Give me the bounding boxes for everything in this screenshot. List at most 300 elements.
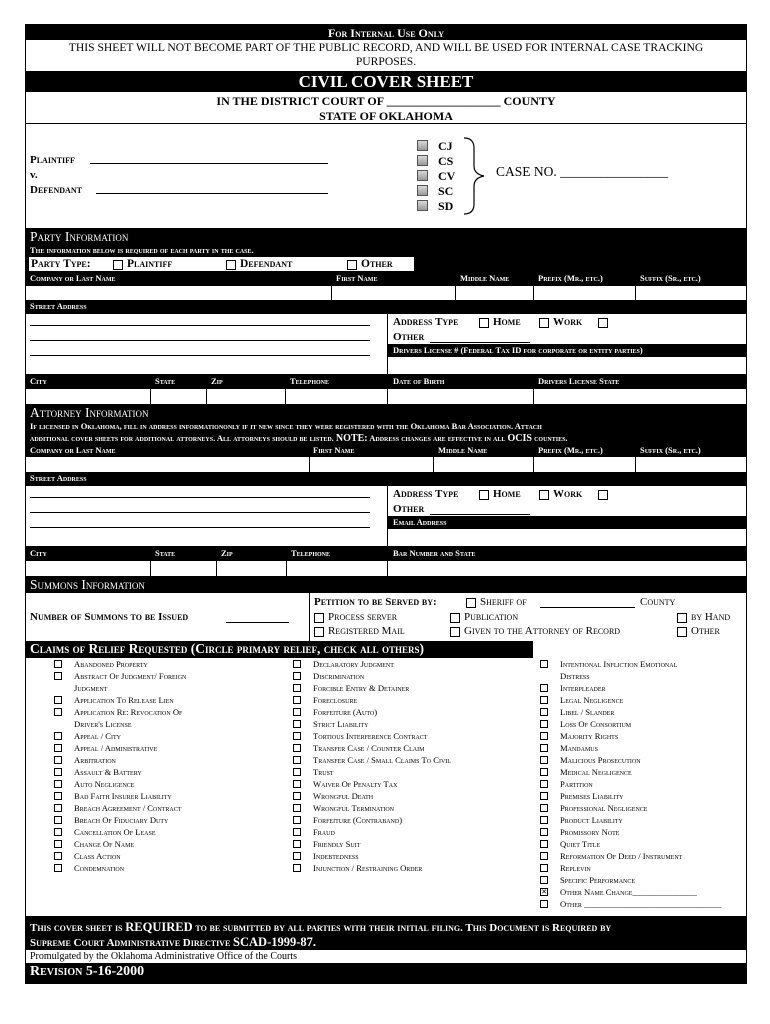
claim-checkbox[interactable]: [540, 684, 548, 692]
divider: [387, 561, 388, 576]
claim-item[interactable]: [540, 862, 722, 874]
claim-checkbox[interactable]: [54, 744, 62, 752]
claim-label: Friendly Suit: [313, 839, 361, 849]
claims-title: Claims of Relief Requested (Circle primary relief, check all others): [30, 641, 424, 656]
claim-checkbox[interactable]: [54, 864, 62, 872]
defendant-checkbox[interactable]: [226, 260, 236, 270]
claim-item[interactable]: [54, 826, 186, 838]
sheriff-county-field[interactable]: [540, 607, 635, 608]
claim-item[interactable]: [54, 742, 186, 754]
claim-label: Distress: [560, 671, 590, 681]
claim-label: Mandamus: [560, 743, 598, 753]
checked-checkbox[interactable]: ✕: [541, 888, 547, 896]
claim-label: Loss Of Consortium: [560, 719, 632, 729]
required-text-2: REQUIRED: [125, 920, 193, 934]
claim-checkbox[interactable]: [54, 852, 62, 860]
claim-label: Malicious Prosecution: [560, 755, 641, 765]
claim-item[interactable]: [293, 826, 451, 838]
other-checkbox[interactable]: [347, 260, 357, 270]
claim-checkbox[interactable]: [293, 732, 301, 740]
divider: [150, 561, 151, 576]
claim-item[interactable]: [540, 706, 722, 718]
claim-label: Product Liability: [560, 815, 623, 825]
claim-checkbox[interactable]: [54, 792, 62, 800]
claim-checkbox[interactable]: [54, 732, 62, 740]
party-name-header: [25, 271, 747, 286]
att-company-label: Company or Last Name: [30, 445, 116, 455]
dob-label: Date of Birth: [393, 376, 445, 386]
other-address-checkbox[interactable]: [598, 318, 608, 328]
claim-item[interactable]: [293, 742, 451, 754]
page-title: CIVIL COVER SHEET: [298, 72, 474, 91]
plaintiff-label: Plaintiff: [30, 154, 75, 166]
claim-label: Medical Negligence: [560, 767, 632, 777]
revision-label: Revision 5-16-2000: [30, 964, 145, 979]
claim-item[interactable]: [293, 790, 451, 802]
att-street-field-2[interactable]: [30, 512, 370, 513]
defendant-field[interactable]: [96, 193, 328, 194]
claim-label: Other ________________________________: [560, 899, 722, 909]
registered-mail-checkbox[interactable]: [314, 627, 324, 637]
directive-text-2: SCAD-1999-87.: [233, 935, 317, 949]
claim-label: Specific Performance: [560, 875, 636, 885]
attorney-note-2e: counties.: [534, 433, 568, 443]
claim-item[interactable]: [54, 790, 186, 802]
claim-checkbox[interactable]: [540, 840, 548, 848]
promulgated-line: Promulgated by the Oklahoma Administrative Office of the Courts: [30, 951, 297, 962]
process-server-label: Process server: [328, 611, 398, 623]
claim-item[interactable]: [293, 670, 451, 682]
claim-checkbox[interactable]: [293, 852, 301, 860]
claim-checkbox[interactable]: [540, 876, 548, 884]
claim-item[interactable]: [293, 850, 451, 862]
claim-item[interactable]: [540, 778, 722, 790]
claim-item[interactable]: [293, 682, 451, 694]
cs-checkbox[interactable]: [417, 155, 428, 166]
claim-item[interactable]: [54, 778, 186, 790]
directive-text-1: Supreme Court Administrative Directive: [30, 937, 231, 949]
claim-checkbox[interactable]: [54, 696, 62, 704]
address-type-label: Address Type: [393, 316, 459, 328]
claim-item[interactable]: [54, 814, 186, 826]
telephone-label: Telephone: [290, 376, 330, 386]
claim-checkbox[interactable]: [540, 768, 548, 776]
claim-checkbox[interactable]: [293, 660, 301, 668]
claim-checkbox[interactable]: [540, 756, 548, 764]
claim-label: Appeal / City: [74, 731, 121, 741]
sheriff-label: Sheriff of: [480, 596, 527, 608]
dl-state-label: Drivers License State: [538, 376, 620, 386]
claim-item[interactable]: [54, 838, 186, 850]
given-attorney-checkbox[interactable]: [450, 627, 460, 637]
claim-item[interactable]: [540, 670, 722, 682]
att-other-field[interactable]: [430, 514, 530, 515]
att-street-field-1[interactable]: [30, 497, 370, 498]
claim-checkbox[interactable]: [54, 804, 62, 812]
claim-checkbox[interactable]: [54, 780, 62, 788]
claim-item[interactable]: [540, 658, 722, 670]
claim-label: Premises Liability: [560, 791, 624, 801]
claims-column-2: [293, 658, 451, 874]
plaintiff-checkbox[interactable]: [113, 260, 123, 270]
prefix-label: Prefix (Mr., etc.): [538, 273, 603, 283]
claim-label: Other Name Change_______________: [560, 887, 697, 897]
claim-checkbox[interactable]: [540, 720, 548, 728]
internal-use-bar: [25, 24, 747, 40]
claim-label: Transfer Case / Counter Claim: [313, 743, 425, 753]
claim-item[interactable]: [293, 718, 451, 730]
claim-label: Forcible Entry & Detainer: [313, 683, 410, 693]
divider: [387, 486, 388, 546]
att-middle-name-label: Middle Name: [438, 445, 488, 455]
att-home-label: Home: [493, 488, 521, 500]
claim-item[interactable]: [293, 694, 451, 706]
divider: [533, 286, 534, 300]
claims-column-1: [54, 658, 186, 874]
claim-item[interactable]: [54, 718, 186, 730]
claim-item[interactable]: [54, 766, 186, 778]
cv-checkbox[interactable]: [417, 170, 428, 181]
summons-other-label: Other: [691, 625, 720, 637]
suffix-label: Suffix (Sr., etc.): [640, 273, 701, 283]
other-option: Other: [361, 258, 393, 270]
claim-checkbox[interactable]: [540, 828, 548, 836]
directive-line: [30, 935, 316, 950]
claim-label: Appeal / Administrative: [74, 743, 158, 753]
claim-checkbox[interactable]: [54, 672, 62, 680]
attorney-note-2b: NOTE:: [335, 433, 368, 444]
claim-checkbox[interactable]: [540, 864, 548, 872]
claim-item[interactable]: [54, 670, 186, 682]
party-note: The information below is required of each party in the case.: [30, 245, 254, 255]
sd-label: SD: [438, 199, 454, 213]
claim-item[interactable]: [54, 754, 186, 766]
claim-item[interactable]: [540, 814, 722, 826]
att-first-name-label: First Name: [313, 445, 355, 455]
att-work-checkbox[interactable]: [539, 490, 549, 500]
claim-label: Foreclosure: [313, 695, 358, 705]
claim-checkbox[interactable]: [54, 840, 62, 848]
required-text-3: to be submitted by all parties with their initial filing. This Document is Required by: [195, 922, 612, 934]
claim-checkbox[interactable]: [293, 696, 301, 704]
claim-checkbox[interactable]: [293, 744, 301, 752]
sc-checkbox[interactable]: [417, 185, 428, 196]
claim-label: Libel / Slander: [560, 707, 615, 717]
by-hand-label: by Hand: [691, 611, 731, 623]
claim-label: Transfer Case / Small Claims To Civil: [313, 755, 451, 765]
claim-checkbox[interactable]: [293, 828, 301, 836]
claim-checkbox[interactable]: [540, 816, 548, 824]
claim-label: Driver's License: [74, 719, 132, 729]
claim-label: Quiet Title: [560, 839, 601, 849]
divider: [533, 389, 534, 404]
summons-number-label: Number of Summons to be Issued: [30, 611, 189, 623]
claim-checkbox[interactable]: [293, 780, 301, 788]
claim-item[interactable]: [293, 862, 451, 874]
divider: [433, 457, 434, 472]
divider: [635, 457, 636, 472]
claim-item[interactable]: [540, 850, 722, 862]
claim-item[interactable]: [293, 706, 451, 718]
claim-item[interactable]: [54, 862, 186, 874]
claims-column-3: [540, 658, 722, 910]
claim-item[interactable]: [54, 802, 186, 814]
claim-label: Legal Negligence: [560, 695, 624, 705]
claim-label: Judgment: [74, 683, 108, 693]
required-text-1: This cover sheet is: [30, 922, 123, 934]
claim-checkbox[interactable]: [293, 816, 301, 824]
claim-item[interactable]: [54, 694, 186, 706]
claim-checkbox[interactable]: [293, 684, 301, 692]
claim-checkbox[interactable]: [293, 756, 301, 764]
att-suffix-label: Suffix (Sr., etc.): [640, 445, 701, 455]
claim-label: Reformation Of Deed / Instrument: [560, 851, 683, 861]
claim-item[interactable]: [540, 826, 722, 838]
divider: [206, 389, 207, 404]
divider: [25, 123, 747, 124]
claim-item[interactable]: [540, 730, 722, 742]
company-label: Company or Last Name: [30, 273, 116, 283]
claim-label: Breach Agreement / Contract: [74, 803, 182, 813]
bar-number-label: Bar Number and State: [393, 548, 476, 558]
court-line: IN THE DISTRICT COURT OF ___________________ COUNTY: [216, 94, 556, 108]
claim-item[interactable]: [540, 790, 722, 802]
claim-checkbox[interactable]: [293, 804, 301, 812]
attorney-note-2d: OCIS: [507, 433, 532, 444]
claim-item[interactable]: [540, 694, 722, 706]
claim-label: Wrongful Termination: [313, 803, 395, 813]
claim-label: Change Of Name: [74, 839, 135, 849]
att-other-label: Other: [393, 503, 425, 515]
divider: [387, 389, 388, 404]
claim-label: Forfeiture (Contraband): [313, 815, 403, 825]
claim-checkbox[interactable]: [293, 708, 301, 716]
att-work-label: Work: [553, 488, 583, 500]
street-header: [25, 300, 747, 314]
claim-checkbox[interactable]: [54, 756, 62, 764]
claim-checkbox[interactable]: [293, 720, 301, 728]
claim-label: Promissory Note: [560, 827, 620, 837]
claim-label: Cancellation Of Lease: [74, 827, 156, 837]
summons-number-field[interactable]: [226, 622, 289, 623]
process-server-checkbox[interactable]: [314, 613, 324, 623]
notice-line-1: THIS SHEET WILL NOT BECOME PART OF THE PUBLIC RECORD, AND WILL BE USED FOR INTERNAL CASE TRACKING: [68, 41, 704, 54]
brace-icon: [462, 136, 490, 216]
home-label: Home: [493, 316, 521, 328]
claim-checkbox[interactable]: [540, 744, 548, 752]
claim-label: Forfeiture (Auto): [313, 707, 378, 717]
summons-title: Summons Information: [30, 577, 145, 592]
claim-checkbox[interactable]: [293, 768, 301, 776]
street-field-3[interactable]: [30, 355, 370, 356]
first-name-label: First Name: [336, 273, 378, 283]
claim-checkbox[interactable]: [540, 792, 548, 800]
claim-label: Professional Negligence: [560, 803, 648, 813]
attorney-note-2a: additional cover sheets for additional attorneys. All attorneys should be listed.: [30, 433, 334, 443]
claim-item[interactable]: [293, 730, 451, 742]
divider: [309, 457, 310, 472]
email-label: Email Address: [393, 517, 447, 527]
claim-item[interactable]: [54, 850, 186, 862]
middle-name-label: Middle Name: [460, 273, 510, 283]
notice-line-2: PURPOSES.: [355, 55, 417, 68]
claim-item[interactable]: [540, 766, 722, 778]
publication-checkbox[interactable]: [450, 613, 460, 623]
attorney-note-1: If licensed in Oklahoma, fill in address informationonly if it new since they were registered with the Oklahoma Bar Association. Attach: [30, 421, 542, 431]
work-label: Work: [553, 316, 583, 328]
claim-checkbox[interactable]: [293, 672, 301, 680]
state-line: STATE OF OKLAHOMA: [319, 109, 453, 123]
cj-checkbox[interactable]: [417, 140, 428, 151]
cj-label: CJ: [438, 139, 453, 153]
claim-label: Declaratory Judgment: [313, 659, 394, 669]
defendant-label: Defendant: [30, 184, 82, 196]
internal-use-label: For Internal Use Only: [327, 26, 445, 40]
claim-label: Condemnation: [74, 863, 125, 873]
city-header: [25, 374, 747, 389]
party-type-label: Party Type:: [31, 258, 91, 270]
zip-label: Zip: [211, 376, 223, 386]
att-home-checkbox[interactable]: [479, 490, 489, 500]
title-bar: [25, 71, 747, 92]
street-label: Street Address: [30, 301, 87, 311]
street-field-1[interactable]: [30, 325, 370, 326]
claim-label: Auto Negligence: [74, 779, 135, 789]
claim-item[interactable]: [54, 682, 186, 694]
claim-checkbox[interactable]: [54, 816, 62, 824]
claim-item[interactable]: [540, 802, 722, 814]
claim-label: Arbitration: [74, 755, 116, 765]
claim-item[interactable]: [540, 874, 722, 886]
claim-label: Breach Of Fiduciary Duty: [74, 815, 169, 825]
att-telephone-label: Telephone: [291, 548, 331, 558]
claim-item[interactable]: [54, 706, 186, 718]
claim-checkbox[interactable]: [54, 828, 62, 836]
claim-checkbox[interactable]: [540, 804, 548, 812]
claim-item[interactable]: [293, 766, 451, 778]
registered-mail-label: Registered Mail: [328, 625, 405, 637]
claim-item[interactable]: [54, 730, 186, 742]
divider: [533, 457, 534, 472]
claim-item[interactable]: [540, 838, 722, 850]
claim-item[interactable]: [293, 838, 451, 850]
dl-label: Drivers License # (Federal Tax ID for corporate or entity parties): [393, 345, 643, 355]
claim-checkbox[interactable]: [540, 852, 548, 860]
claim-label: Trust: [313, 767, 334, 777]
claim-checkbox[interactable]: [540, 660, 548, 668]
street-field-2[interactable]: [30, 340, 370, 341]
claim-item[interactable]: [540, 682, 722, 694]
defendant-option: Defendant: [240, 258, 293, 270]
party-title: Party Information: [30, 229, 129, 244]
att-state-label: State: [155, 548, 176, 558]
att-other-address-checkbox[interactable]: [598, 490, 608, 500]
claim-label: Application Re: Revocation Of: [74, 707, 183, 717]
claim-checkbox[interactable]: [540, 732, 548, 740]
plaintiff-field[interactable]: [90, 163, 328, 164]
divider: [150, 389, 151, 404]
att-zip-label: Zip: [221, 548, 233, 558]
claim-checkbox[interactable]: [540, 780, 548, 788]
claim-checkbox[interactable]: [293, 864, 301, 872]
cv-label: CV: [438, 169, 456, 183]
home-checkbox[interactable]: [479, 318, 489, 328]
claim-item[interactable]: [293, 802, 451, 814]
claim-label: Abstract Of Judgment/ Foreign: [74, 671, 187, 681]
claim-label: Assault & Battery: [74, 767, 142, 777]
claim-label: Tortious Interference Contract: [313, 731, 428, 741]
claim-label: Strict Liability: [313, 719, 369, 729]
claim-item[interactable]: [540, 886, 722, 898]
claim-checkbox[interactable]: [293, 840, 301, 848]
att-street-label: Street Address: [30, 473, 87, 483]
by-hand-checkbox[interactable]: [677, 613, 687, 623]
att-prefix-label: Prefix (Mr., etc.): [538, 445, 603, 455]
claim-label: Fraud: [313, 827, 335, 837]
claim-item[interactable]: [540, 898, 722, 910]
claim-checkbox[interactable]: [293, 792, 301, 800]
claim-label: Intentional Infliction Emotional: [560, 659, 678, 669]
divider: [387, 314, 388, 374]
sd-checkbox[interactable]: [417, 200, 428, 211]
attorney-note-2: [30, 433, 568, 444]
claim-label: Bad Faith Insurer Liability: [74, 791, 172, 801]
work-checkbox[interactable]: [539, 318, 549, 328]
att-city-label: City: [30, 548, 47, 558]
claim-item[interactable]: [293, 754, 451, 766]
summons-other-checkbox[interactable]: [677, 627, 687, 637]
claim-checkbox[interactable]: [540, 708, 548, 716]
claim-item[interactable]: [540, 742, 722, 754]
v-label: v.: [30, 169, 38, 181]
claim-checkbox[interactable]: [54, 708, 62, 716]
sheriff-checkbox[interactable]: [466, 598, 476, 608]
cs-label: CS: [438, 154, 454, 168]
claim-checkbox[interactable]: [540, 696, 548, 704]
claim-item[interactable]: [54, 658, 186, 670]
att-street-header: [25, 472, 747, 486]
claim-checkbox[interactable]: [540, 900, 548, 908]
divider: [331, 286, 332, 300]
divider: [635, 286, 636, 300]
state-label: State: [155, 376, 176, 386]
claim-item[interactable]: [540, 754, 722, 766]
divider: [309, 593, 310, 641]
claim-item[interactable]: [293, 778, 451, 790]
city-label: City: [30, 376, 47, 386]
claim-label: Application To Release Lien: [74, 695, 174, 705]
required-line: [30, 920, 611, 935]
claim-label: Waiver Of Penalty Tax: [313, 779, 398, 789]
claim-item[interactable]: [293, 658, 451, 670]
divider: [285, 389, 286, 404]
claim-label: Interpleader: [560, 683, 606, 693]
claim-label: Injunction / Restraining Order: [313, 863, 423, 873]
attorney-note-2c: Address changes are effective in all: [369, 433, 506, 443]
claim-label: Replevin: [560, 863, 591, 873]
claim-item[interactable]: [293, 814, 451, 826]
claim-checkbox[interactable]: [54, 660, 62, 668]
att-street-field-3[interactable]: [30, 527, 370, 528]
claim-checkbox[interactable]: [54, 768, 62, 776]
att-city-header: [25, 546, 747, 561]
other-address-field[interactable]: [430, 342, 530, 343]
att-address-type-label: Address Type: [393, 488, 459, 500]
claim-item[interactable]: [540, 718, 722, 730]
given-attorney-label: Given to the Attorney of Record: [464, 625, 621, 637]
claim-label: Abandoned Property: [74, 659, 148, 669]
claim-label: Indebtedness: [313, 851, 359, 861]
